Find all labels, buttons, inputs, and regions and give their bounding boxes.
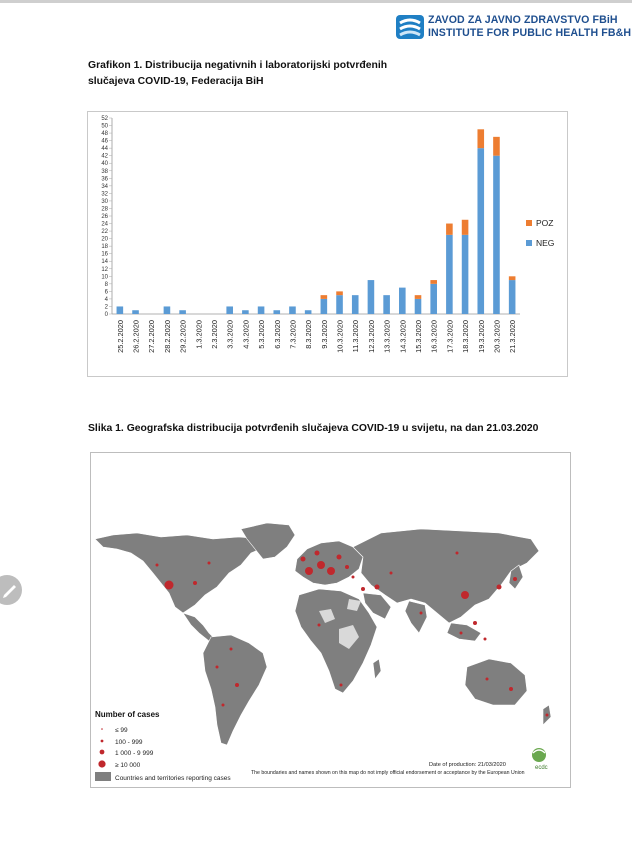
y-tick-label: 18 <box>101 244 108 251</box>
bar-neg <box>289 306 296 314</box>
institute-logo <box>395 12 632 42</box>
bar-poz <box>462 220 469 235</box>
ecdc-logo-icon <box>532 748 548 771</box>
institute-logo-icon <box>395 14 425 40</box>
bar-neg <box>399 288 406 314</box>
x-tick-label: 21.3.2020 <box>508 320 518 353</box>
case-dot <box>509 687 513 691</box>
y-tick-label: 24 <box>101 221 108 228</box>
land-masses <box>95 523 551 745</box>
legend-item-2: 100 - 999 <box>115 739 143 746</box>
madagascar-shape <box>373 659 381 679</box>
x-tick-label: 12.3.2020 <box>366 320 376 353</box>
date-of-production: Date of production: 21/03/2020 <box>429 762 506 768</box>
case-dot <box>473 621 477 625</box>
case-dot <box>301 557 306 562</box>
x-tick-label: 11.3.2020 <box>351 320 361 353</box>
y-tick-label: 16 <box>101 251 108 258</box>
southeast-asia-shape <box>447 623 481 641</box>
x-tick-label: 16.3.2020 <box>429 320 439 353</box>
x-tick-label: 25.2.2020 <box>115 320 125 353</box>
case-dot <box>460 632 463 635</box>
x-tick-label: 9.3.2020 <box>319 320 329 349</box>
legend-swatch-poz <box>526 220 532 226</box>
case-dot <box>456 552 459 555</box>
case-dot <box>352 576 355 579</box>
legend-label-neg: NEG <box>536 238 555 248</box>
x-tick-label: 8.3.2020 <box>304 320 314 349</box>
x-tick-label: 17.3.2020 <box>445 320 455 353</box>
bar-neg <box>305 310 312 314</box>
legend-dot-xs <box>101 728 103 730</box>
x-tick-label: 7.3.2020 <box>288 320 298 349</box>
x-tick-label: 14.3.2020 <box>398 320 408 353</box>
x-tick-label: 28.2.2020 <box>162 320 172 353</box>
y-tick-label: 32 <box>101 191 108 198</box>
bar-neg <box>509 280 516 314</box>
north-america-shape <box>95 533 265 613</box>
case-dot <box>235 683 239 687</box>
bar-poz <box>415 295 422 299</box>
legend-item-1: ≤ 99 <box>115 727 128 734</box>
legend-dot-s <box>101 740 104 743</box>
south-america-shape <box>203 635 267 745</box>
bar-neg <box>336 295 343 314</box>
x-tick-label: 15.3.2020 <box>414 320 423 353</box>
bar-neg <box>477 148 484 314</box>
map-legend <box>95 710 231 782</box>
x-tick-label: 27.2.2020 <box>147 320 157 353</box>
map-disclaimer: The boundaries and names shown on this map do not imply official endorsement or acceptance by the European Union <box>251 770 525 776</box>
x-tick-label: 5.3.2020 <box>257 320 267 349</box>
bar-poz <box>509 276 516 280</box>
case-dot <box>375 585 380 590</box>
bar-poz <box>336 291 343 295</box>
y-tick-label: 52 <box>101 116 108 122</box>
x-tick-label: 18.3.2020 <box>461 320 471 353</box>
legend-swatch-neg <box>526 240 532 246</box>
australia-shape <box>465 659 527 705</box>
bar-poz <box>493 137 500 156</box>
bar-neg <box>226 306 233 314</box>
y-tick-label: 48 <box>101 131 108 138</box>
x-tick-label: 6.3.2020 <box>272 320 282 349</box>
case-dot <box>318 624 321 627</box>
case-dot-large <box>305 567 313 575</box>
pencil-icon <box>0 575 22 605</box>
world-map <box>91 453 570 787</box>
bar-chart-frame <box>87 111 568 377</box>
bar-neg <box>415 299 422 314</box>
y-tick-label: 38 <box>101 168 108 175</box>
case-dot <box>345 565 349 569</box>
bar-poz <box>321 295 328 299</box>
case-dot <box>390 572 393 575</box>
case-dot <box>156 564 159 567</box>
y-tick-label: 2 <box>104 304 108 311</box>
case-dot <box>193 581 197 585</box>
bar-poz <box>430 280 437 284</box>
y-tick-label: 22 <box>101 229 108 236</box>
bar-neg <box>493 156 500 314</box>
x-tick-label: 2.3.2020 <box>210 320 219 349</box>
x-tick-label: 4.3.2020 <box>241 320 251 349</box>
map-caption: Slika 1. Geografska distribucija potvrđenih slučajeva COVID-19 u svijetu, na dan 21.03.2020 <box>88 423 539 434</box>
case-dot <box>340 684 343 687</box>
bar-neg <box>132 310 139 314</box>
edit-pencil-button[interactable] <box>0 575 22 605</box>
legend-item-5: Countries and territories reporting cases <box>115 775 231 782</box>
case-dot-large <box>317 561 325 569</box>
y-tick-label: 10 <box>101 274 108 281</box>
bar-neg <box>242 310 249 314</box>
y-tick-label: 0 <box>104 312 108 318</box>
bar-neg <box>352 295 359 314</box>
y-tick-label: 8 <box>104 281 108 288</box>
case-dot <box>337 555 342 560</box>
bar-neg <box>258 306 265 314</box>
x-tick-label: 3.3.2020 <box>225 320 235 349</box>
y-tick-label: 42 <box>101 153 108 160</box>
bar-neg <box>164 306 171 314</box>
case-dot <box>222 704 225 707</box>
case-dot <box>497 585 502 590</box>
x-tick-label: 26.2.2020 <box>131 320 141 353</box>
case-dot-large <box>165 581 174 590</box>
legend-swatch-countries <box>95 772 111 781</box>
stacked-bar-chart <box>88 112 567 376</box>
y-tick-label: 26 <box>101 214 108 220</box>
case-dot <box>484 638 487 641</box>
legend-item-3: 1 000 - 9 999 <box>115 750 154 757</box>
y-tick-label: 50 <box>101 123 108 130</box>
x-tick-label: 13.3.2020 <box>382 320 392 353</box>
logo-text-line2: INSTITUTE FOR PUBLIC HEALTH FB&H <box>428 27 632 39</box>
case-dot-large <box>327 567 335 575</box>
bar-neg <box>383 295 390 314</box>
y-tick-label: 4 <box>104 296 108 303</box>
y-tick-label: 46 <box>101 138 108 145</box>
ecdc-logo-text: ecdc <box>535 765 548 771</box>
y-tick-label: 40 <box>101 161 108 168</box>
bar-neg <box>273 310 280 314</box>
legend-item-4: ≥ 10 000 <box>115 762 141 769</box>
y-tick-label: 6 <box>104 289 108 296</box>
case-dot <box>315 551 320 556</box>
bar-neg <box>462 235 469 314</box>
y-tick-label: 28 <box>101 206 108 213</box>
x-tick-label: 1.3.2020 <box>194 320 204 349</box>
legend-dot-l <box>98 760 105 767</box>
legend-label-poz: POZ <box>536 218 554 228</box>
case-dot <box>420 612 423 615</box>
chart-caption-line2: slučajeva COVID-19, Federacija BiH <box>88 76 264 87</box>
bar-neg <box>446 235 453 314</box>
case-dot <box>361 587 365 591</box>
bar-neg <box>179 310 186 314</box>
y-tick-label: 14 <box>101 259 108 266</box>
bar-neg <box>321 299 328 314</box>
x-tick-label: 19.3.2020 <box>476 320 486 353</box>
case-dot <box>208 562 211 565</box>
case-dot <box>546 714 549 717</box>
x-tick-label: 29.2.2020 <box>178 320 188 353</box>
central-america-shape <box>183 613 215 641</box>
y-tick-label: 36 <box>101 176 108 183</box>
bar-poz <box>477 129 484 148</box>
bar-neg <box>117 306 124 314</box>
case-dot-large <box>461 591 469 599</box>
legend-dot-m <box>100 750 105 755</box>
x-tick-label: 20.3.2020 <box>492 320 502 353</box>
bar-neg <box>430 284 437 314</box>
y-tick-label: 44 <box>101 146 108 153</box>
case-dot <box>486 678 489 681</box>
top-border <box>0 0 632 3</box>
y-tick-label: 20 <box>101 236 108 243</box>
y-tick-label: 34 <box>101 183 108 190</box>
case-dot <box>230 648 233 651</box>
y-tick-label: 30 <box>101 198 108 205</box>
logo-text-line1: ZAVOD ZA JAVNO ZDRAVSTVO FBiH <box>428 14 618 26</box>
chart-caption-line1: Grafikon 1. Distribucija negativnih i laboratorijski potvrđenih <box>88 60 388 71</box>
world-map-frame <box>90 452 571 788</box>
case-dot <box>513 577 517 581</box>
x-tick-label: 10.3.2020 <box>335 320 345 353</box>
india-shape <box>405 601 427 633</box>
bar-neg <box>368 280 375 314</box>
legend-title: Number of cases <box>95 710 160 719</box>
y-tick-label: 12 <box>101 266 108 273</box>
case-dot <box>216 666 219 669</box>
bar-poz <box>446 224 453 235</box>
africa-shape <box>295 589 377 693</box>
